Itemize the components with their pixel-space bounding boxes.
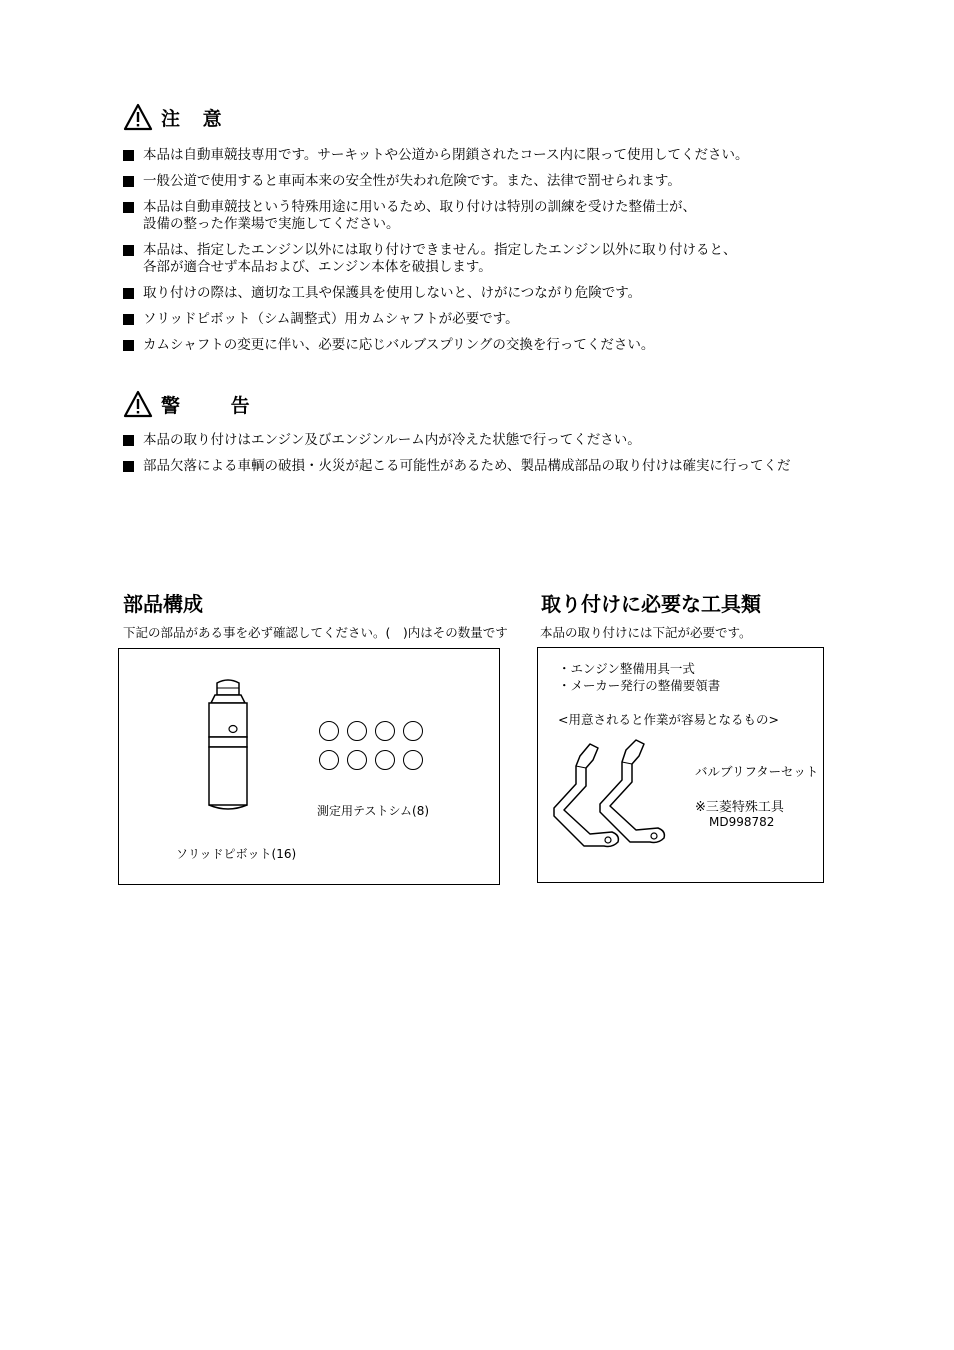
caution-list (123, 147, 748, 354)
caution-title: 注 意 (161, 107, 230, 130)
part-number: MD998782 (709, 815, 775, 829)
tools-title: 取り付けに必要な工具類 (541, 592, 761, 616)
shim-ring-icon (319, 721, 339, 741)
parts-subtitle: 下記の部品がある事を必ず確認してください。( )内はその数量です (123, 625, 508, 640)
bullet-icon (123, 461, 134, 472)
bullet-icon (123, 245, 134, 256)
solid-pivot-image (203, 679, 253, 814)
bullet-icon (123, 435, 134, 446)
parts-title: 部品構成 (123, 592, 203, 616)
list-item: 本品は自動車競技という特殊用途に用いるため、取り付けは特別の訓練を受けた整備士が、 設備の整った作業場で実施してください。 (123, 199, 748, 233)
optional-note: <用意されると作業が容易となるもの> (558, 712, 779, 727)
shim-ring-icon (403, 750, 423, 770)
special-tool-label: ※三菱特殊工具 (695, 800, 784, 815)
lifter-label: バルブリフターセット (695, 764, 819, 779)
bullet-icon (123, 288, 134, 299)
shim-ring-icon (375, 750, 395, 770)
tools-subtitle: 本品の取り付けには下記が必要です。 (540, 625, 752, 640)
list-item: 部品欠落による車輌の破損・火災が起こる可能性があるため、製品構成部品の取り付けは確実に行ってくだ (123, 458, 790, 475)
warning-heading (123, 390, 272, 418)
bullet-icon (123, 202, 134, 213)
bullet-icon (123, 314, 134, 325)
list-item: 本品の取り付けはエンジン及びエンジンルーム内が冷えた状態で行ってください。 (123, 432, 790, 449)
shim-label: 測定用テストシム(8) (317, 804, 430, 818)
list-item: 本品は自動車競技専用です。サーキットや公道から閉鎖されたコース内に限って使用してください。 (123, 147, 748, 164)
shim-ring-icon (347, 750, 367, 770)
list-item: 一般公道で使用すると車両本来の安全性が失われ危険です。また、法律で罰せられます。 (123, 173, 748, 190)
shim-ring-icon (403, 721, 423, 741)
list-item: 取り付けの際は、適切な工具や保護具を使用しないと、けがにつながり危険です。 (123, 285, 748, 302)
list-item: ソリッドピボット（シム調整式）用カムシャフトが必要です。 (123, 311, 748, 328)
bullet-icon (123, 176, 134, 187)
parts-box (118, 648, 500, 885)
warning-triangle-icon (123, 103, 153, 131)
list-item: カムシャフトの変更に伴い、必要に応じバルブスプリングの交換を行ってください。 (123, 337, 748, 354)
bullet-icon (123, 340, 134, 351)
warning-triangle-icon (123, 390, 153, 418)
tool-item: ・メーカー発行の整備要領書 (558, 678, 721, 693)
warning-title: 警 告 (161, 394, 272, 417)
shim-ring-icon (375, 721, 395, 741)
warning-list (123, 432, 790, 475)
bullet-icon (123, 150, 134, 161)
tool-item: ・エンジン整備用具一式 (558, 661, 695, 676)
valve-lifter-tool-image (550, 738, 670, 853)
caution-heading (123, 103, 230, 131)
list-item: 本品は、指定したエンジン以外には取り付けできません。指定したエンジン以外に取り付けると、 各部が適合せず本品および、エンジン本体を破損します。 (123, 242, 748, 276)
pivot-label: ソリッドピボット(16) (176, 847, 297, 861)
shim-ring-icon (347, 721, 367, 741)
tools-box (537, 647, 824, 883)
shim-ring-icon (319, 750, 339, 770)
